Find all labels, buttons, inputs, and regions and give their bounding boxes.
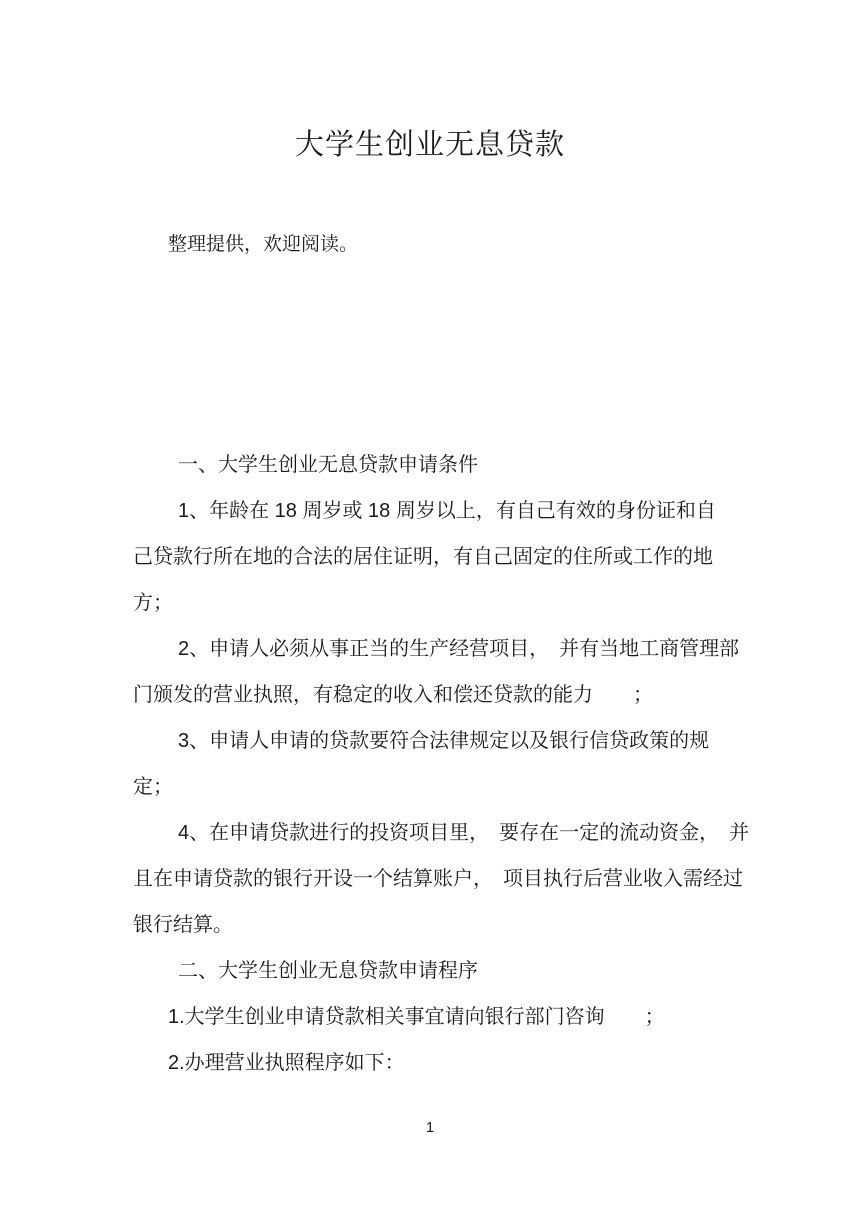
paragraph-line: 1、年龄在 18 周岁或 18 周岁以上，有自己有效的身份证和自 <box>178 500 716 522</box>
paragraph-line: 2.办理营业执照程序如下： <box>168 1052 405 1074</box>
paragraph-line: 银行结算。 <box>133 914 233 936</box>
section2-heading: 二、大学生创业无息贷款申请程序 <box>178 960 478 982</box>
intro-line: 整理提供，欢迎阅读。 <box>168 234 359 255</box>
paragraph-line: 己贷款行所在地的合法的居住证明，有自己固定的住所或工作的地 <box>133 546 713 568</box>
paragraph-line: 2、申请人必须从事正当的生产经营项目， 并有当地工商管理部 <box>178 638 740 660</box>
paragraph-line: 定； <box>133 776 173 798</box>
paragraph-line: 3、申请人申请的贷款要符合法律规定以及银行信贷政策的规 <box>178 730 710 752</box>
document-body <box>0 442 860 1086</box>
document-title: 大学生创业无息贷款 <box>294 129 565 161</box>
paragraph-line: 4、在申请贷款进行的投资项目里， 要存在一定的流动资金， 并 <box>178 822 750 844</box>
paragraph-line: 且在申请贷款的银行开设一个结算账户， 项目执行后营业收入需经过 <box>133 868 743 890</box>
paragraph-line: 1.大学生创业申请贷款相关事宜请向银行部门咨询 ； <box>168 1006 665 1028</box>
paragraph-line: 门颁发的营业执照，有稳定的收入和偿还贷款的能力 ； <box>133 684 653 706</box>
section1-heading: 一、大学生创业无息贷款申请条件 <box>178 454 478 476</box>
page-number: 1 <box>425 1119 435 1136</box>
paragraph-line: 方； <box>133 592 173 614</box>
